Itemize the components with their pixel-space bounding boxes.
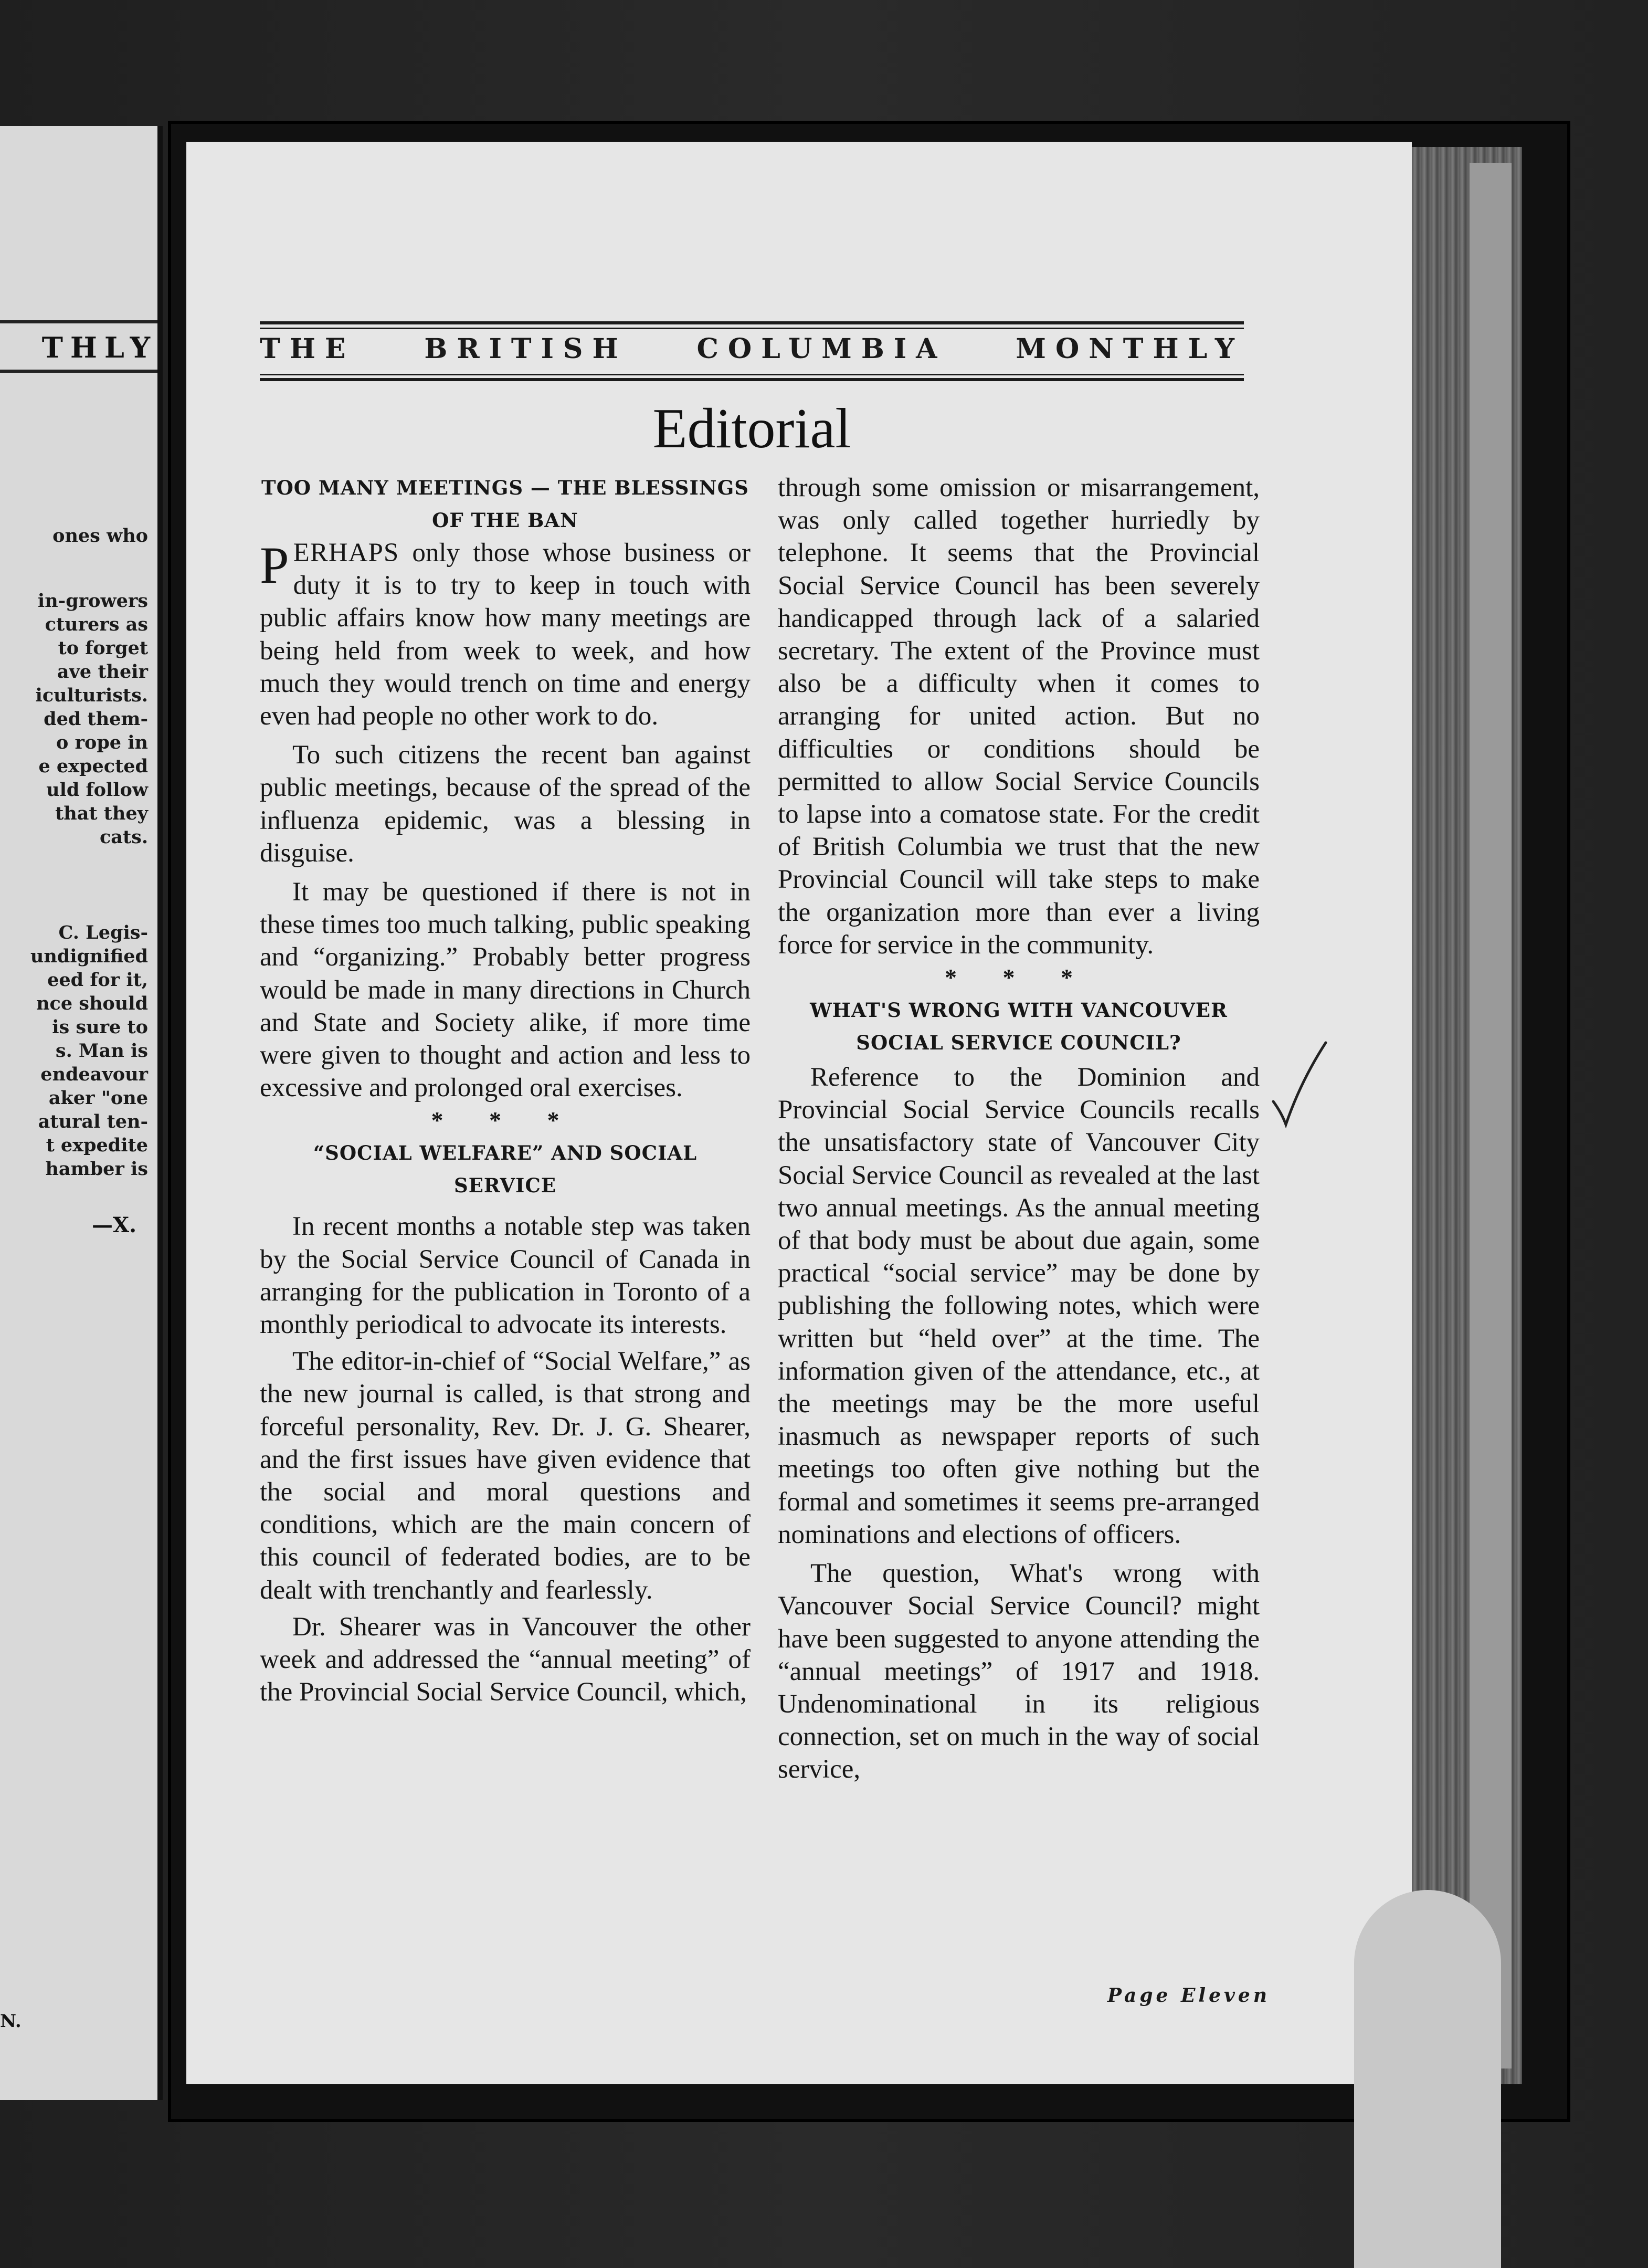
masthead-rule-bottom (260, 378, 1244, 381)
facing-line: t expedite (46, 1135, 148, 1156)
facing-line: s. Man is (55, 1040, 148, 1062)
facing-line: is sure to (52, 1016, 148, 1038)
masthead-word: MONTHLY (1016, 333, 1244, 365)
facing-page-footer: N. (0, 2011, 22, 2032)
right-column (778, 471, 1260, 1786)
facing-line: uld follow (46, 779, 148, 801)
article-heading: “SOCIAL WELFARE” AND SOCIAL SERVICE (313, 1141, 698, 1198)
article-paragraph: To such citizens the recent ban against public meetings, because of the spread of the influenza epidemic, was a blessing in disguise. (260, 740, 751, 868)
facing-line: ones who (52, 525, 148, 547)
article-heading: WHAT'S WRONG WITH VANCOUVER SOCIAL SERVICE COUNCIL? (810, 999, 1228, 1055)
section-separator: * * * (945, 964, 1093, 991)
paragraph-text: only those whose business or duty it is to try to keep in touch with public affairs know how many meetings are being held from week to week, and how much they would trench on time and energy even had people no other work to do. (260, 538, 751, 731)
article-heading: TOO MANY MEETINGS — THE BLESSINGS OF THE BAN (261, 476, 749, 532)
facing-line: cats. (99, 826, 148, 848)
article-paragraph: The editor-in-chief of “Social Welfare,” as the new journal is called, is that strong and forceful personality, Rev. Dr. J. G. Shearer, and the first issues have given evidence that the social and moral questions and conditions, which are the main concern of this council of federated bodies, are to be dealt with trenchantly and fearlessly. (260, 1347, 751, 1605)
facing-line: nce should (36, 993, 148, 1014)
facing-line: hamber is (45, 1158, 148, 1180)
masthead-word: COLUMBIA (696, 333, 947, 365)
facing-line: atural ten- (38, 1111, 148, 1132)
facing-line: that they (55, 803, 148, 824)
masthead (260, 321, 1244, 384)
facing-line: o rope in (56, 732, 148, 753)
facing-line: iculturists. (35, 685, 148, 706)
facing-line: e expected (38, 755, 148, 777)
article-paragraph: In recent months a notable step was taken by the Social Service Council of Canada in arranging for the publication in Toronto of a monthly periodical to advocate its interests. (260, 1212, 751, 1340)
drop-cap: P (260, 536, 289, 594)
facing-page-signature: —X. (92, 1213, 136, 1237)
article-paragraph: through some omission or misarrangement, was only called together hurriedly by telephone. It seems that the Provincial Social Service Council has been severely handicapped through lack of a salaried secretary. The extent of the Province must also be a difficulty when it comes to arranging for united action. But no difficulties or conditions should be permitted to allow Social Service Councils to lapse into a comatose state. For the credit of British Columbia we trust that the new Provincial Council will take steps to make the organization more than ever a living force for service in the community. (778, 473, 1260, 960)
article-paragraph: Dr. Shearer was in Vancouver the other week and addressed the “annual meeting” of the Provincial Social Service Council, which, (260, 1612, 751, 1707)
facing-line: in-growers (37, 590, 148, 612)
facing-line: to forget (58, 637, 148, 659)
thumb (1354, 1890, 1501, 2268)
facing-line: aker "one (48, 1087, 148, 1109)
facing-line: eed for it, (47, 969, 148, 991)
facing-line: ded them- (44, 708, 148, 730)
masthead-rule-bottom-thin (260, 374, 1244, 375)
facing-line: C. Legis- (58, 922, 148, 943)
masthead-word: THE (260, 333, 355, 365)
masthead-title (260, 333, 1244, 365)
facing-page (0, 126, 163, 2100)
masthead-word: BRITISH (424, 333, 628, 365)
masthead-rule-top-thin (260, 328, 1244, 329)
page-number: Page Eleven (1107, 1984, 1270, 2007)
masthead-rule-top (260, 321, 1244, 324)
facing-line: ave their (57, 661, 148, 682)
left-column (260, 471, 751, 1709)
facing-line: endeavour (40, 1064, 148, 1085)
article-paragraph: Reference to the Dominion and Provincial Social Service Councils recalls the unsatisfactory state of Vancouver City Social Service Council as revealed at the last two annual meetings. As the annual meeting of that body must be about due again, some practical “social service” may be done by publishing the following notes, which were written but “held over” at the time. The information given of the attendance, etc., at the meetings may be the more useful inasmuch as newspaper reports of such meetings too often give nothing but the formal and sometimes it seems pre-arranged nominations and elections of officers. (778, 1063, 1260, 1549)
article-paragraph: The question, What's wrong with Vancouver Social Service Council? might have been suggested to anyone attending the “annual meetings” of 1917 and 1918. Undenominational in its religious connection, set on much in the way of social service, (778, 1559, 1260, 1784)
facing-line: cturers as (45, 614, 148, 635)
lead-word: ERHAPS (293, 538, 399, 568)
page-edge-highlight (1470, 163, 1512, 2068)
checkmark-annotation-icon (1270, 1040, 1328, 1129)
article-paragraph (260, 537, 751, 732)
section-separator: * * * (431, 1107, 579, 1134)
facing-page-header: THLY (0, 320, 157, 373)
section-title: Editorial (652, 397, 851, 460)
facing-line: undignified (30, 946, 148, 967)
article-paragraph: It may be questioned if there is not in these times too much talking, public speaking and “organizing.” Probably better progress would be made in many directions in Church and State and Society alike, if more time were given to thought and action and less to excessive and prolonged oral exercises. (260, 877, 751, 1103)
